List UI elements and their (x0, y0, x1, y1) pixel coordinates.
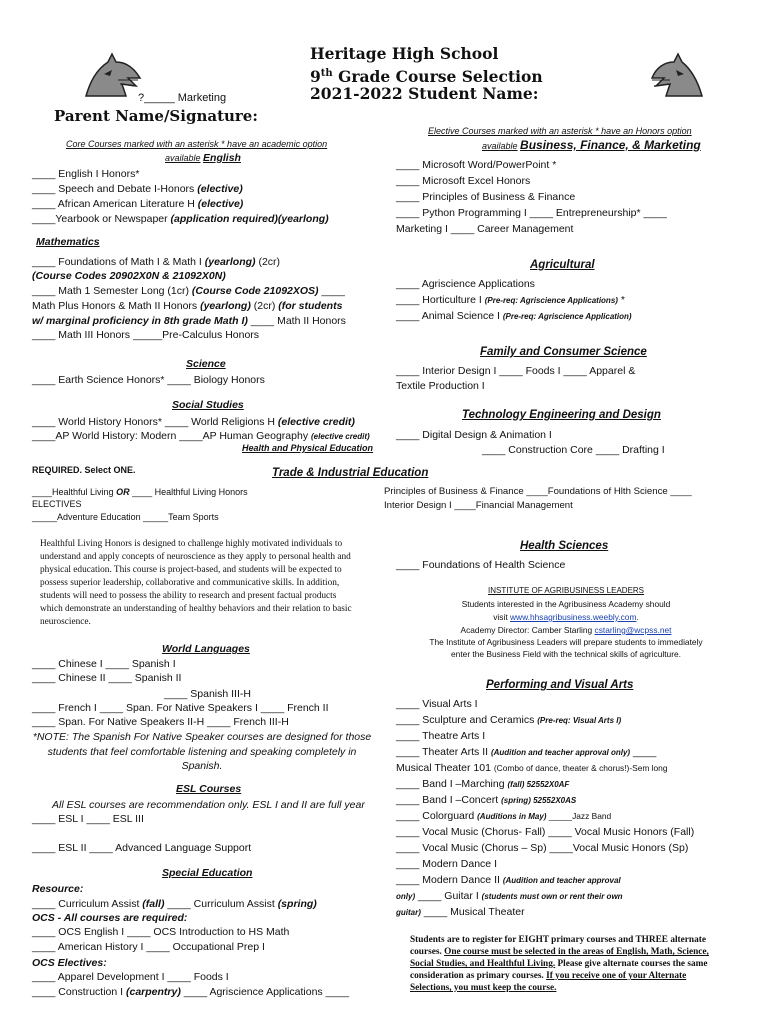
world-languages-heading: World Languages (162, 643, 250, 655)
pva-row-7[interactable]: ____ Band I –Concert (spring) 52552X0AS (396, 794, 577, 806)
ag-row-1[interactable]: ____ Agriscience Applications (396, 278, 535, 290)
lang-row-3[interactable]: ____ Spanish III-H (164, 688, 251, 700)
health-sciences-heading: Health Sciences (520, 540, 609, 552)
core-note: Core Courses marked with an asterisk * have an academic option (66, 139, 328, 149)
school-title: Heritage High School (310, 44, 499, 63)
pva-row-2[interactable]: ____ Sculpture and Ceramics (Pre-req: Visual Arts I) (396, 714, 622, 726)
biz-row-3[interactable]: ____ Principles of Business & Finance (396, 191, 576, 203)
pva-row-5[interactable]: Musical Theater 101 (Combo of dance, theater & chorus!)-Sem long (396, 762, 668, 774)
lang-row-5[interactable]: ____ Span. For Native Speakers II-H ____ French III-H (32, 716, 289, 728)
pva-row-4[interactable]: ____ Theater Arts II (Audition and teacher approval only) ____ (396, 746, 657, 758)
agribusiness-link[interactable]: www.hhsagribusiness.weebly.com (509, 612, 637, 622)
pva-row-13[interactable]: only) ____ Guitar I (students must own or rent their own (396, 890, 623, 902)
math-row-3[interactable]: Math Plus Honors & Math II Honors (yearlong) (2cr) (for students (32, 300, 343, 312)
pva-row-3[interactable]: ____ Theatre Arts I (396, 730, 486, 742)
form-title: 9th Grade Course Selection (310, 67, 543, 87)
english-row-1[interactable]: ____ English I Honors* (32, 168, 140, 180)
science-heading: Science (186, 358, 226, 370)
lang-row-1[interactable]: ____ Chinese I ____ Spanish I (32, 658, 176, 670)
ocs-row-1[interactable]: ____ OCS English I ____ OCS Introduction to HS Math (32, 926, 290, 938)
hs-row-1[interactable]: ____ Foundations of Health Science (396, 559, 566, 571)
student-name-label: 2021-2022 Student Name: (310, 84, 539, 103)
registration-note: Students are to register for EIGHT primary courses and THREE alternate courses. One course must be selected in the areas of English, Math, Science, Social Studies, and Healthful Living. Please give alternate courses the same consideration as primary courses. If you receive one of your Alternate Selections, you must keep the course. (410, 935, 709, 993)
ocs-elective-row-2[interactable]: ____ Construction I (carpentry) ____ Agriscience Applications ____ (32, 986, 349, 998)
science-row[interactable]: ____ Earth Science Honors* ____ Biology Honors (32, 374, 265, 386)
marketing-blank[interactable]: ?_____ Marketing (138, 92, 227, 104)
trade-industrial-heading: Trade & Industrial Education (272, 467, 429, 479)
math-heading: Mathematics (36, 236, 100, 248)
hlh-paragraph: Healthful Living Honors is designed to challenge highly motivated individuals to understand and apply concepts of neuroscience as they apply to personal health and physical education. This course is project-based, and students will be expected to possess superior leadership, collaborative and communicative skills. In addition, students will need to possess the ability to research and present factual products which demonstrate an understanding of healthy behaviors and their relation to basic neuroscience. (40, 539, 352, 627)
pva-row-1[interactable]: ____ Visual Arts I (396, 698, 478, 710)
tie-row-2[interactable]: Interior Design I ____Financial Management (384, 500, 573, 511)
agricultural-heading: Agricultural (530, 259, 595, 271)
math-row-1[interactable]: ____ Foundations of Math I & Math I (yearlong) (2cr) (32, 256, 281, 268)
social-studies-heading: Social Studies (172, 399, 244, 411)
lang-row-2[interactable]: ____ Chinese II ____ Spanish II (32, 672, 182, 684)
elective-note-2: available Business, Finance, & Marketing (482, 138, 701, 152)
biz-row-4[interactable]: ____ Python Programming I ____ Entrepreneurship* ____ (396, 207, 667, 219)
wolf-logo-left (82, 52, 144, 102)
ted-row-2[interactable]: ____ Construction Core ____ Drafting I (482, 444, 665, 456)
iabl-line-1: Students interested in the Agribusiness Academy should (461, 599, 671, 609)
parent-signature-label: Parent Name/Signature: (54, 107, 258, 125)
electives-label: ELECTIVES (32, 499, 82, 509)
tie-row-1[interactable]: Principles of Business & Finance ____Foundations of Hlth Science ____ (384, 486, 692, 497)
fcs-heading: Family and Consumer Science (480, 346, 647, 358)
english-row-2[interactable]: ____ Speech and Debate I-Honors (elective) (32, 183, 243, 195)
required-label: REQUIRED. Select ONE. (32, 465, 136, 475)
ag-row-3[interactable]: ____ Animal Science I (Pre-req: Agriscience Application) (396, 310, 632, 322)
iabl-line-4: The Institute of Agribusiness Leaders will prepare students to immediately (429, 637, 703, 647)
esl-row-2[interactable]: ____ ESL II ____ Advanced Language Support (32, 842, 252, 854)
english-row-4[interactable]: ____Yearbook or Newspaper (application required)(yearlong) (32, 213, 329, 225)
pva-row-14[interactable]: guitar) ____ Musical Theater (396, 906, 525, 918)
pva-row-8[interactable]: ____ Colorguard (Auditions in May) _____Jazz Band (396, 810, 612, 822)
health-pe-heading: Health and Physical Education (242, 443, 374, 453)
biz-row-1[interactable]: ____ Microsoft Word/PowerPoint * (396, 159, 557, 171)
iabl-line-3: Academy Director: Camber Starling cstarling@wcpss.net (460, 625, 672, 635)
pva-heading: Performing and Visual Arts (486, 679, 634, 691)
healthful-living-row[interactable]: ____Healthful Living OR ____ Healthful Living Honors (32, 487, 248, 497)
ted-row-1[interactable]: ____ Digital Design & Animation I (396, 429, 552, 441)
english-row-3[interactable]: ____ African American Literature H (elective) (32, 198, 244, 210)
pva-row-6[interactable]: ____ Band I –Marching (fall) 52552X0AF (396, 778, 570, 790)
pva-row-10[interactable]: ____ Vocal Music (Chorus – Sp) ____Vocal Music Honors (Sp) (396, 842, 689, 854)
elective-note: Elective Courses marked with an asterisk * have an Honors option (428, 126, 692, 136)
fcs-row-2[interactable]: Textile Production I (396, 380, 485, 392)
lang-note-2: students that feel comfortable listening and speaking completely in (47, 746, 357, 758)
math-course-codes: (Course Codes 20902X0N & 21092X0N) (32, 270, 226, 282)
lang-note-1: *NOTE: The Spanish For Native Speaker courses are designed for those (32, 731, 372, 743)
pva-row-9[interactable]: ____ Vocal Music (Chorus- Fall) ____ Vocal Music Honors (Fall) (396, 826, 695, 838)
lang-row-4[interactable]: ____ French I ____ Span. For Native Speakers I ____ French II (32, 702, 329, 714)
biz-row-2[interactable]: ____ Microsoft Excel Honors (396, 175, 531, 187)
ag-row-2[interactable]: ____ Horticulture I (Pre-req: Agriscience Applications) * (396, 294, 625, 306)
math-row-2[interactable]: ____ Math 1 Semester Long (1cr) (Course Code 21092XOS) ____ (32, 285, 345, 297)
ocs-row-2[interactable]: ____ American History I ____ Occupational Prep I (32, 941, 265, 953)
esl-row-1[interactable]: ____ ESL I ____ ESL III (32, 813, 144, 825)
fcs-row-1[interactable]: ____ Interior Design I ____ Foods I ____ Apparel & (396, 365, 636, 377)
core-note-2: available English (165, 152, 241, 164)
social-row-2[interactable]: ____AP World History: Modern ____AP Human Geography (elective credit) (32, 430, 370, 442)
esl-note: All ESL courses are recommendation only. ESL I and II are full year (52, 799, 365, 811)
math-row-5[interactable]: ____ Math III Honors _____Pre-Calculus Honors (32, 329, 260, 341)
ted-heading: Technology Engineering and Design (462, 409, 661, 421)
ocs-elective-row-1[interactable]: ____ Apparel Development I ____ Foods I (32, 971, 229, 983)
lang-note-3: Spanish. (181, 760, 223, 772)
wolf-logo-right (650, 52, 706, 102)
social-row-1[interactable]: ____ World History Honors* ____ World Religions H (elective credit) (32, 416, 355, 428)
esl-heading: ESL Courses (176, 783, 242, 795)
ocs-electives-label: OCS Electives: (32, 957, 107, 969)
resource-label: Resource: (32, 883, 84, 895)
iabl-heading: INSTITUTE OF AGRIBUSINESS LEADERS (487, 586, 645, 595)
iabl-line-2: visit www.hhsagribusiness.weebly.com. (493, 612, 639, 622)
pva-row-12[interactable]: ____ Modern Dance II (Audition and teacher approval (396, 874, 621, 886)
resource-row[interactable]: ____ Curriculum Assist (fall) ____ Curriculum Assist (spring) (32, 898, 317, 910)
biz-row-5[interactable]: Marketing I ____ Career Management (396, 223, 574, 235)
adventure-row[interactable]: _____Adventure Education _____Team Sports (32, 512, 219, 522)
pva-row-11[interactable]: ____ Modern Dance I (396, 858, 497, 870)
math-row-4[interactable]: w/ marginal proficiency in 8th grade Math I) ____ Math II Honors (32, 315, 346, 327)
ocs-required-label: OCS - All courses are required: (32, 912, 188, 924)
iabl-line-5: enter the Business Field with the technical skills of agriculture. (451, 649, 681, 659)
special-ed-heading: Special Education (162, 867, 253, 879)
director-email-link[interactable]: cstarling@wcpss.net (594, 625, 672, 635)
